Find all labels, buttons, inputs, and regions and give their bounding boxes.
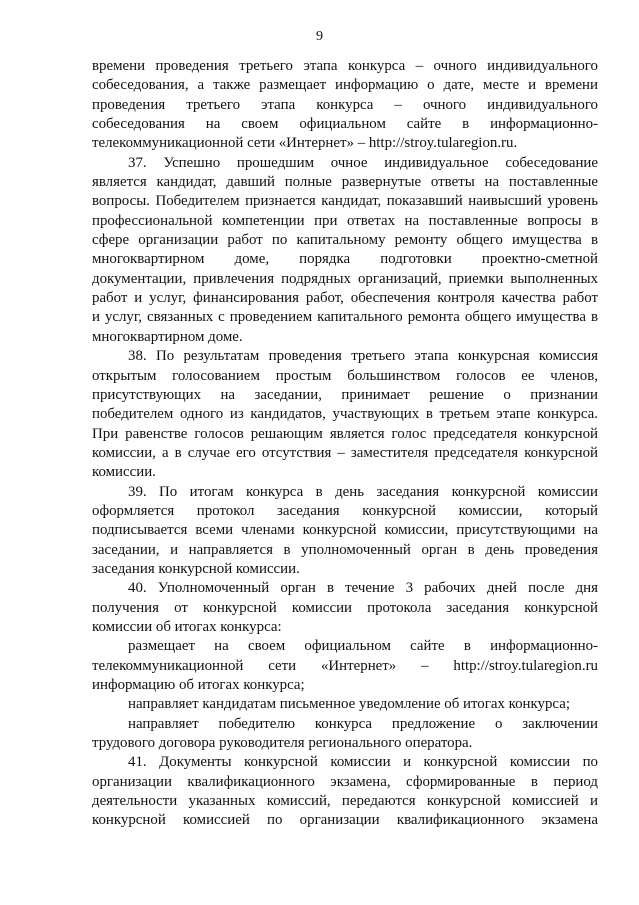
page-number: 9 [316,29,323,44]
text-line: комиссии об итогах конкурса: [92,618,282,635]
text-line: является кандидат, давший полные развернутые ответы на поставленные [92,174,598,191]
text-line: 41. Документы конкурсной комиссии и конкурсной комиссии по [128,754,598,771]
text-line: трудового договора руководителя регионального оператора. [92,735,473,752]
text-line: организации квалификационного экзамена, сформированные в период [92,773,598,790]
text-line: направляет кандидатам письменное уведомление об итогах конкурса; [128,696,570,713]
text-line: направляет победителю конкурса предложение о заключении [128,715,598,732]
text-line: 39. По итогам конкурса в день заседания конкурсной комиссии [128,483,598,500]
text-line: размещает на своем официальном сайте в информационно- [128,638,598,655]
text-line: сфере организации работ по капитальному ремонту общего имущества в [92,232,598,249]
text-line: собеседования, а также размещает информацию о дате, месте и времени [92,77,598,94]
text-line: 40. Уполномоченный орган в течение 3 рабочих дней после дня [128,580,598,597]
text-line: комиссии, а в случае его отсутствия – заместителя председателя конкурсной [92,444,598,461]
text-line: 37. Успешно прошедшим очное индивидуальное собеседование [128,154,598,171]
text-line: комиссии. [92,464,156,481]
text-line: деятельности указанных комиссий, передаются конкурсной комиссией и [92,793,598,810]
text-line: оформляется протокол заседания конкурсной комиссии, который [92,502,598,519]
document-body [92,57,598,831]
text-line: заседания конкурсной комиссии. [92,560,300,577]
text-line: многоквартирном доме. [92,328,243,345]
text-line: конкурсной комиссией по организации квалификационного экзамена [92,812,598,829]
text-line: многоквартирном доме, порядка подготовки проектно-сметной [92,251,598,268]
text-line: информацию об итогах конкурса; [92,677,305,693]
text-line: 38. По результатам проведения третьего этапа конкурсная комиссия [128,348,598,365]
text-line: проведения третьего этапа конкурса – очного индивидуального [92,96,598,113]
text-line: профессиональной компетенции при ответах на поставленные вопросы в [92,212,598,229]
text-line: работ и услуг, финансирования работ, обеспечения контроля качества работ [92,290,598,307]
text-line: подписывается всеми членами конкурсной комиссии, присутствующими на [92,522,598,539]
text-line: При равенстве голосов решающим является голос председателя конкурсной [92,425,598,442]
text-line: получения от конкурсной комиссии протокола заседания конкурсной [92,599,598,616]
text-line: телекоммуникационной сети «Интернет» – http://stroy.tularegion.ru [92,657,598,674]
text-line: вопросы. Победителем признается кандидат, показавший наивысший уровень [92,193,598,210]
text-line: присутствующих на заседании, принимает решение о признании [92,386,598,403]
text-line: документации, привлечения подрядных организаций, приемки выполненных [92,270,598,287]
text-line: собеседования на своем официальном сайте в информационно- [92,116,598,133]
text-line: и услуг, связанных с проведением капитального ремонта общего имущества в [92,309,598,326]
text-line: заседании, и направляется в уполномоченный орган в день проведения [92,541,598,558]
text-line: открытым голосованием простым большинством голосов ее членов, [92,367,598,384]
text-line: времени проведения третьего этапа конкурса – очного индивидуального [92,58,598,74]
text-line: телекоммуникационной сети «Интернет» – http://stroy.tularegion.ru. [92,135,518,152]
text-line: победителем одного из кандидатов, участвующих в третьем этапе конкурса. [92,406,598,423]
